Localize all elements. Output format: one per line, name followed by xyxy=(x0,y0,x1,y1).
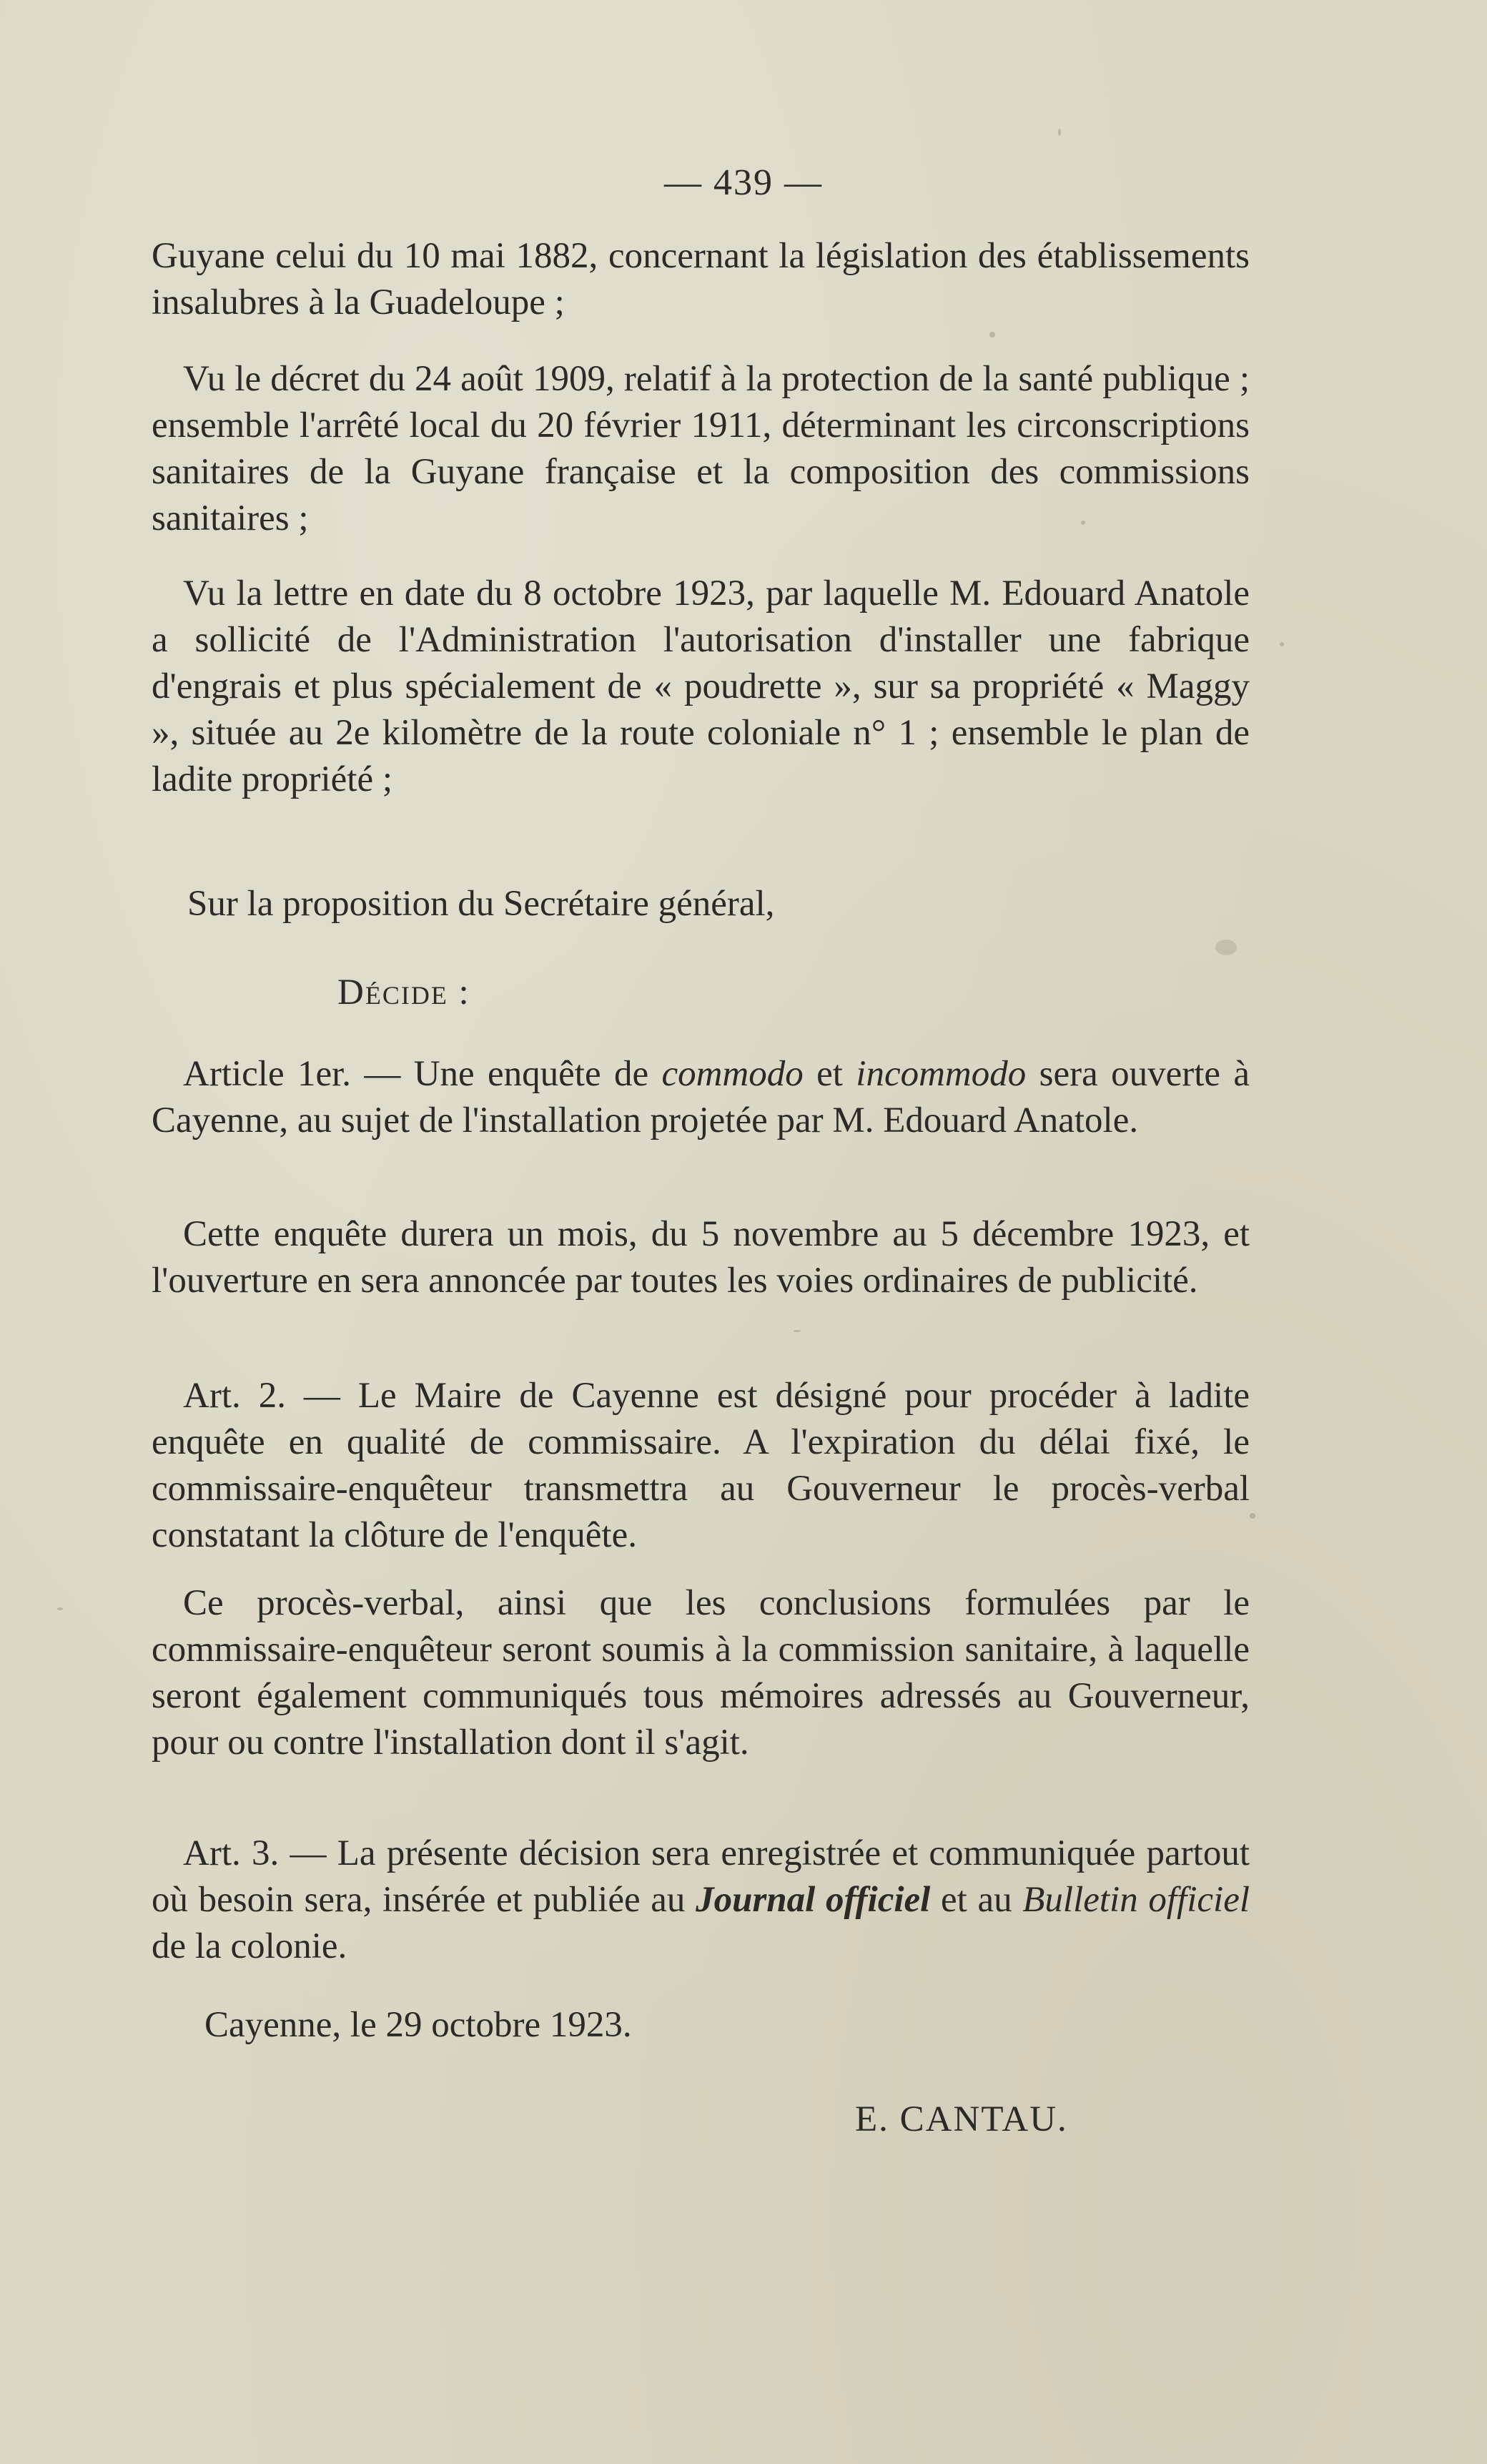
article-3-middle: et au xyxy=(930,1880,1023,1920)
paper-speck xyxy=(989,332,995,337)
paragraph-vu-decret xyxy=(152,356,1250,542)
paragraph-vu-lettre-text: Vu la lettre en date du 8 octobre 1923, par laquelle M. Edouard Anatole a sollicité de l'Administration l'autorisation d'installer une fabrique d'engrais et plus spécialement de « poudrette », sur sa propriété « Maggy », située au 2e kilomètre de la route coloniale n° 1 ; ensemble le plan de ladite propriété ; xyxy=(152,573,1250,799)
paper-speck xyxy=(794,1330,801,1332)
article-3-prefix: Art. 3. — La présente décision sera enregistrée et communiquée partout où besoin sera, insérée et publiée au xyxy=(152,1833,1250,1920)
article-1-prefix: Article 1er. — Une enquête de xyxy=(183,1054,662,1094)
paper-speck xyxy=(1280,642,1284,646)
paragraph-vu-lettre xyxy=(152,571,1250,803)
paragraph-vu-decret-text: Vu le décret du 24 août 1909, relatif à la protection de la santé publique ; ensemble l'arrêté local du 20 février 1911, déterminant les circonscriptions sanitaires de la Guyane française et la composition des commissions sanitaires ; xyxy=(152,359,1250,538)
paragraph-proces-verbal-text: Ce procès-verbal, ainsi que les conclusions formulées par le commissaire-enquêteur seront soumis à la commission sanitaire, à laquelle seront également communiqués tous mémoires adressés au Gouverneur, pour ou contre l'installation dont il s'agit. xyxy=(152,1583,1250,1763)
paragraph-duree xyxy=(152,1211,1250,1304)
article-1 xyxy=(152,1051,1250,1144)
article-1-commodo: commodo xyxy=(661,1054,804,1094)
paragraph-continuation xyxy=(152,233,1250,326)
paragraph-duree-text: Cette enquête durera un mois, du 5 novembre au 5 décembre 1923, et l'ouverture en sera annoncée par toutes les voies ordinaires de publicité. xyxy=(152,1214,1250,1301)
date-line: Cayenne, le 29 octobre 1923. xyxy=(204,2005,632,2045)
article-3-bulletin-officiel: Bulletin officiel xyxy=(1022,1880,1250,1920)
paper-speck xyxy=(1215,940,1237,955)
article-1-suffix: sera ouverte à Cayenne, au sujet de l'installation projetée par M. Edouard Anatole. xyxy=(152,1054,1250,1140)
article-1-incommodo: incommodo xyxy=(856,1054,1027,1094)
paper-speck xyxy=(57,1607,63,1610)
article-2 xyxy=(152,1373,1250,1559)
page-number: — 439 — xyxy=(664,162,823,203)
sur-proposition: Sur la proposition du Secrétaire général, xyxy=(187,884,775,924)
paragraph-proces-verbal xyxy=(152,1580,1250,1766)
article-3-suffix: de la colonie. xyxy=(152,1926,347,1966)
article-3-journal-officiel: Journal officiel xyxy=(696,1880,931,1920)
paragraph-continuation-text: Guyane celui du 10 mai 1882, concernant la législation des établissements insalubres à la Guadeloupe ; xyxy=(152,236,1250,322)
decide-heading: Décide : xyxy=(337,972,470,1012)
paper-speck xyxy=(1250,1513,1255,1519)
signature: E. CANTAU. xyxy=(855,2099,1068,2139)
article-1-middle: et xyxy=(803,1054,856,1094)
article-3 xyxy=(152,1830,1250,1970)
article-2-text: Art. 2. — Le Maire de Cayenne est désigné pour procéder à ladite enquête en qualité de commissaire. A l'expiration du délai fixé, le commissaire-enquêteur transmettra au Gouverneur le procès-verbal constatant la clôture de l'enquête. xyxy=(152,1376,1250,1555)
paper-speck xyxy=(1058,129,1061,136)
